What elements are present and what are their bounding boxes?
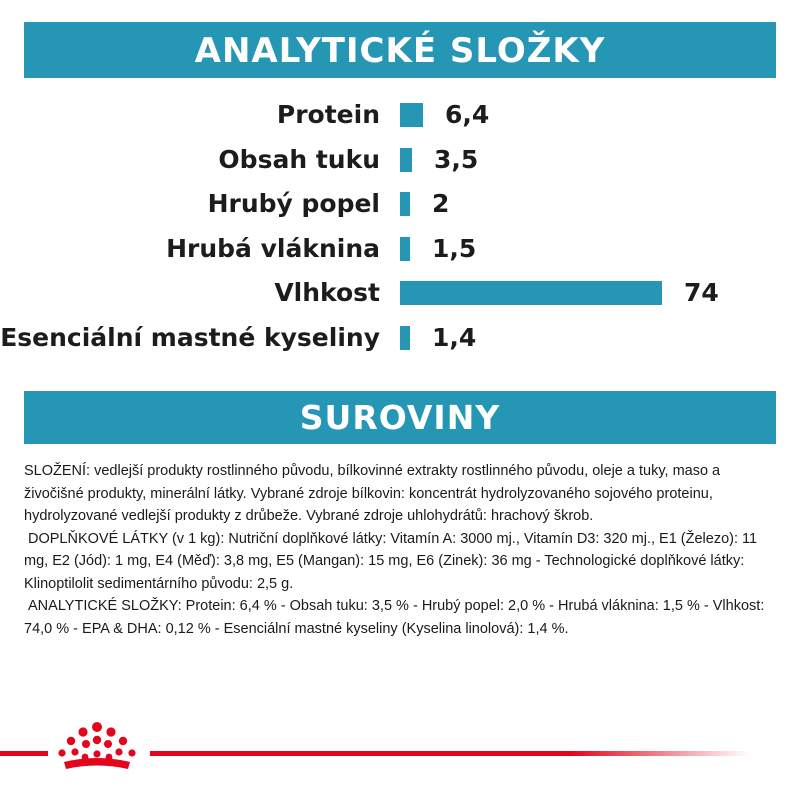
- chart-bar: [400, 281, 662, 305]
- composition-paragraph-additives: DOPLŇKOVÉ LÁTKY (v 1 kg): Nutriční doplňkové látky: Vitamín A: 3000 mj., Vitamín D3: 320 mj., E1 (Železo): 11 mg, E2 (Jód): 1 mg, E4 (Měď): 3,8 mg, E5 (Mangan): 15 mg, E6 (Zinek): 36 mg - Technologické doplňkové látky: Klinoptilolit sedimentárního původu: 2,5 g.: [24, 530, 758, 592]
- composition-paragraph-ingredients: SLOŽENÍ: vedlejší produkty rostlinného původu, bílkovinné extrakty rostlinného původu, oleje a tuky, maso a živočišné produkty, minerální látky. Vybrané zdroje bílkovin: koncentrát hydrolyzovaného sojového proteinu, hydrolyzované vedlejší produkty z drůbeže. Vybrané zdroje uhlohydrátů: hrachový škrob.: [24, 463, 721, 524]
- chart-category-label: Obsah tuku: [218, 144, 380, 174]
- chart-row: [0, 145, 800, 175]
- chart-value-label: 6,4: [445, 100, 490, 129]
- raw-materials-section-banner: [24, 391, 776, 444]
- footer-red-line-left: [0, 751, 48, 756]
- chart-bar: [400, 192, 410, 216]
- chart-value-label: 3,5: [434, 144, 479, 174]
- chart-bar: [400, 103, 423, 127]
- chart-category-label: Hrubý popel: [207, 189, 380, 218]
- chart-bar: [400, 237, 410, 261]
- chart-category-label: Hrubá vláknina: [166, 233, 380, 263]
- chart-value-label: 74: [684, 278, 719, 307]
- composition-paragraph-analytic: ANALYTICKÉ SLOŽKY: Protein: 6,4 % - Obsah tuku: 3,5 % - Hrubý popel: 2,0 % - Hrubá vláknina: 1,5 % - Vlhkost: 74,0 % - EPA & DHA: 0,12 % - Esenciální mastné kyseliny (Kyselina linolová): 1,4 %.: [24, 598, 765, 637]
- chart-bar: [400, 326, 410, 350]
- analytic-section-banner: [24, 22, 776, 78]
- footer-red-line-right: [150, 751, 750, 756]
- raw-materials-section-title: SUROVINY: [299, 398, 501, 437]
- analytic-section-title: ANALYTICKÉ SLOŽKY: [194, 31, 606, 71]
- chart-row: [0, 234, 800, 264]
- crown-icon: [52, 720, 142, 776]
- chart-row: [0, 278, 800, 308]
- chart-value-label: 1,4: [432, 322, 477, 352]
- brand-footer: [0, 720, 800, 780]
- chart-category-label: Protein: [276, 100, 380, 129]
- chart-value-label: 1,5: [432, 233, 477, 263]
- chart-bar: [400, 148, 412, 172]
- analytic-bar-chart: [0, 95, 800, 370]
- chart-category-label: Esenciální mastné kyseliny: [0, 322, 380, 352]
- chart-category-label: Vlhkost: [274, 278, 380, 307]
- chart-value-label: 2: [432, 189, 450, 218]
- chart-row: [0, 189, 800, 219]
- composition-text: [24, 460, 776, 640]
- chart-row: [0, 100, 800, 130]
- chart-row: [0, 323, 800, 353]
